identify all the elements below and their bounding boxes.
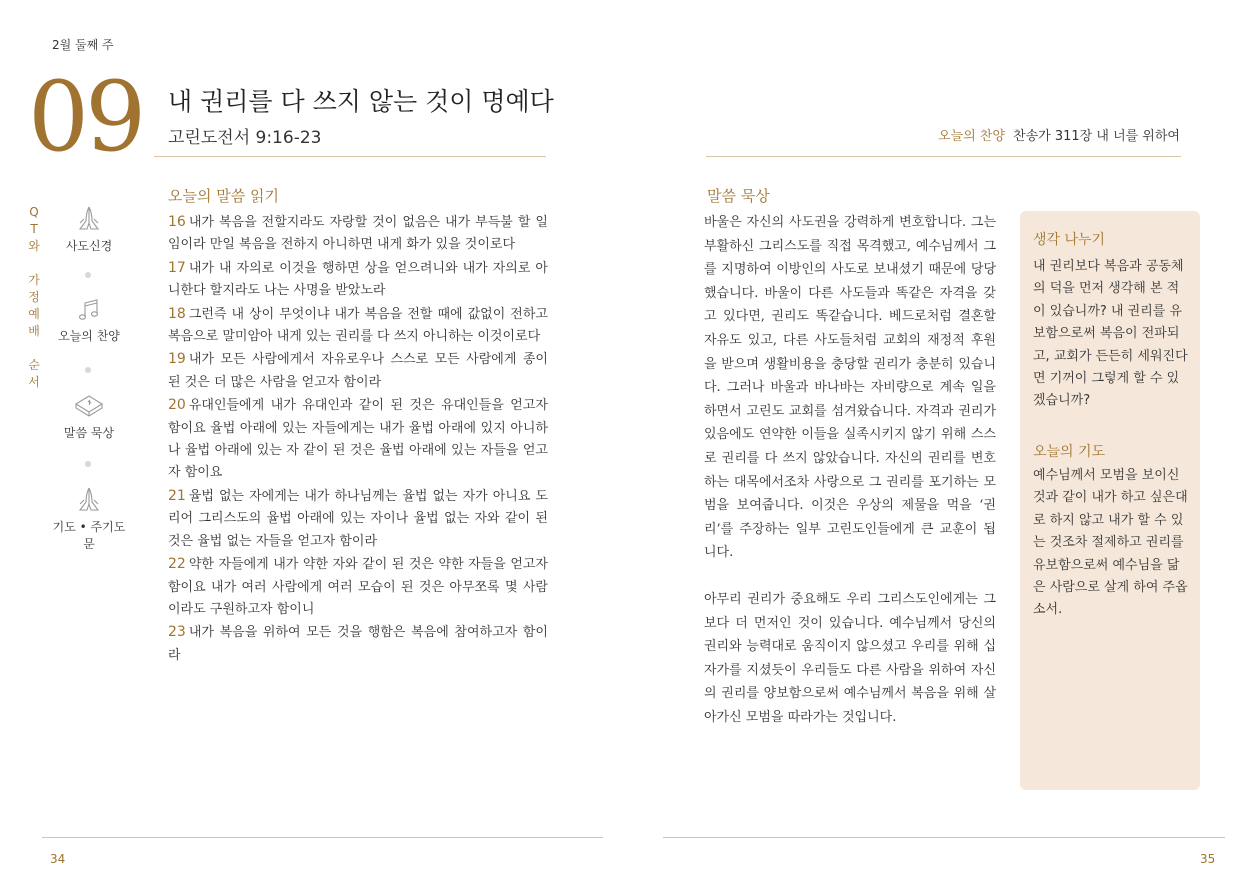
sidebar-item-label: 오늘의 찬양 <box>58 329 120 343</box>
hymn-label: 오늘의 찬양 <box>938 129 1006 144</box>
meditation-paragraph: 바울은 자신의 사도권을 강력하게 변호합니다. 그는 부활하신 그리스도를 직접 목격했고, 예수님께서 그를 지명하여 이방인의 사도로 보내셨기 때문에 당당했습니다. 바울이 다른 사도들과 똑같은 자격을 갖고 있다면, 권리도 똑같습니다. 베드로처럼 결혼할 자유도 있고, 다른 사도들처럼 교회의 재정적 후원을 받으며 생활비용을 충당할 권리가 충분히 있습니다. 그러나 바울과 바나바는 자비량으로 계속 일을 하면서 고린도 교회를 섬겨왔습니다. 자격과 권리가 있음에도 연약한 이들을 실족시키지 않기 위해 스스로 권리를 다 쓰지 않았습니다. 자신의 권리를 변호하는 대목에서조차 사랑으로 그 권리를 포기하는 모범을 보여줍니다. 이것은 우상의 제물을 먹을 ‘권리’를 주장하는 일부 고린도인들에게 큰 교훈이 됩니다. <box>704 215 996 561</box>
sidebar-item-label: 사도신경 <box>65 239 113 253</box>
prayer-text: 예수님께서 모범을 보이신 것과 같이 내가 하고 싶은대로 하지 않고 내가 할 수 있는 것조차 절제하고 권리를 유보함으로써 예수님을 닮은 사람으로 살게 하여 주옵소서. <box>1033 468 1188 618</box>
meditation-paragraph: 아무리 권리가 중요해도 우리 그리스도인에게는 그보다 더 먼저인 것이 있습니다. 예수님께서 당신의 권리와 능력대로 움직이지 않으셨고 우리를 위해 십자가를 지셨듯이 우리들도 다른 사람을 위하여 자신의 권리를 양보함으로써 예수님께서 복음을 위해 살아가신 모범을 따라가는 것입니다. <box>704 591 996 725</box>
day-number: 09 <box>28 61 143 173</box>
verse-text: 그런즉 내 상이 무엇이냐 내가 복음을 전할 때에 값없이 전하고 복음으로 말미암아 내게 있는 권리를 다 쓰지 아니하는 이것이로다 <box>168 306 548 345</box>
verse-text: 내가 복음을 위하여 모든 것을 행함은 복음에 참여하고자 함이라 <box>168 625 548 663</box>
verse-number: 19 <box>168 351 186 368</box>
sharing-panel <box>1020 211 1200 790</box>
scripture-text <box>168 211 548 667</box>
verse-number: 23 <box>168 624 186 641</box>
verse-number: 16 <box>168 214 186 230</box>
sidebar-divider-dot <box>85 461 91 467</box>
footer-rule-right <box>663 837 1225 838</box>
verse-text: 내가 복음을 전할지라도 자랑할 것이 없음은 내가 부득불 할 일임이라 만일 복음을 전하지 아니하면 내게 화가 있을 것이로다 <box>168 215 548 253</box>
verse-text: 약한 자들에게 내가 약한 자와 같이 된 것은 약한 자들을 얻고자 함이요 내가 여러 사람에게 여러 모습이 된 것은 아무쪼록 몇 사람이라도 구원하고자 함이니 <box>168 557 548 617</box>
verse <box>168 257 548 303</box>
meditation-text <box>704 211 996 729</box>
verse <box>168 485 548 553</box>
todays-hymn <box>938 125 1180 144</box>
sidebar-item-apostles-creed <box>50 205 128 254</box>
verse <box>168 553 548 621</box>
sidebar-item-todays-hymn <box>50 297 128 344</box>
meditation-heading: 말씀 묵상 <box>707 187 770 205</box>
praying-hands-icon <box>74 205 104 233</box>
header-rule-right <box>706 156 1181 157</box>
verse-text: 율법 없는 자에게는 내가 하나님께는 율법 없는 자가 아니요 도리어 그리스도의 율법 아래에 있는 자이나 율법 없는 자와 같이 된 것은 율법 없는 자들을 얻고자 함이라 <box>168 488 548 549</box>
footer-rule-left <box>42 837 603 838</box>
bible-icon <box>73 392 105 420</box>
share-text: 내 권리보다 복음과 공동체의 덕을 먼저 생각해 본 적이 있습니까? 내 권리를 유보함으로써 복음이 전파되고, 교회가 든든히 세워진다면 기꺼이 그렇게 할 수 있겠습니까? <box>1033 259 1188 409</box>
verse-text: 내가 내 자의로 이것을 행하면 상을 얻으려니와 내가 자의로 아니한다 할지라도 나는 사명을 받았노라 <box>168 260 548 299</box>
scripture-heading: 오늘의 말씀 읽기 <box>168 187 279 205</box>
header-rule-left <box>154 156 546 157</box>
verse-number: 21 <box>168 487 186 504</box>
verse-number: 22 <box>168 556 186 573</box>
sidebar-divider-dot <box>85 272 91 278</box>
week-label: 2월 둘째 주 <box>52 38 114 52</box>
verse-number: 17 <box>168 259 186 276</box>
sidebar-item-prayer <box>50 486 128 552</box>
verse-text: 유대인들에게 내가 유대인과 같이 된 것은 유대인들을 얻고자 함이요 율법 아래에 있는 자들에게는 내가 율법 아래에 있지 아니하나 율법 아래에 있는 자 같이 된 것은 율법 아래에 있는 자들을 얻고자 함이요 <box>168 398 548 481</box>
music-note-icon <box>76 297 102 323</box>
page-number-left: 34 <box>50 852 66 866</box>
verse-text: 내가 모든 사람에게서 자유로우나 스스로 모든 사람에게 종이 된 것은 더 많은 사람을 얻고자 함이라 <box>168 352 548 390</box>
page-title: 내 권리를 다 쓰지 않는 것이 명예다 <box>168 87 554 116</box>
prayer-heading: 오늘의 기도 <box>1033 444 1106 460</box>
sidebar-divider-dot <box>85 367 91 373</box>
page-number-right: 35 <box>1200 852 1216 866</box>
verse <box>168 621 548 667</box>
sidebar-item-meditation <box>50 392 128 441</box>
scripture-reference: 고린도전서 9:16-23 <box>168 128 322 148</box>
qt-worship-order-label: Q T 와 가 정 예 배 순 서 <box>28 205 40 389</box>
share-heading: 생각 나누기 <box>1033 232 1106 248</box>
verse <box>168 348 548 394</box>
verse <box>168 394 548 485</box>
hymn-value: 찬송가 311장 내 너를 위하여 <box>1013 129 1180 144</box>
verse <box>168 303 548 349</box>
verse <box>168 211 548 257</box>
sidebar-item-label: 말씀 묵상 <box>63 426 115 440</box>
verse-number: 18 <box>168 305 186 322</box>
sidebar-item-label: 기도 • 주기도문 <box>52 520 126 551</box>
praying-hands-icon <box>74 486 104 514</box>
verse-number: 20 <box>168 397 186 414</box>
